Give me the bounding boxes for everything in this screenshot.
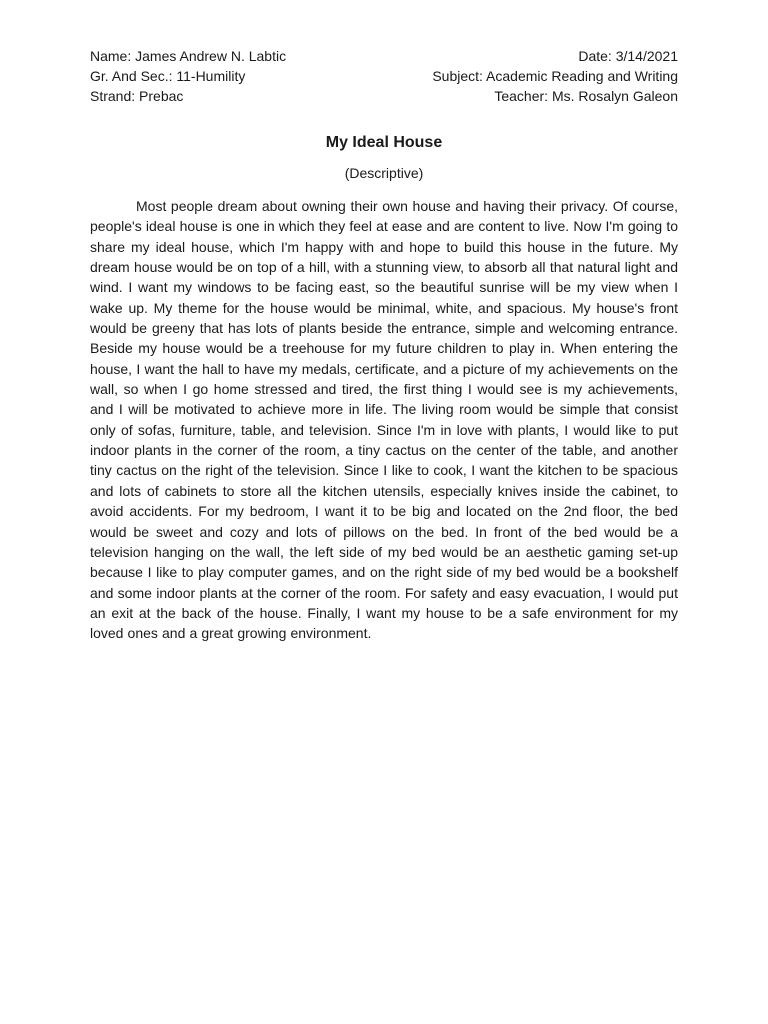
date: Date: 3/14/2021 [578, 48, 678, 64]
header-row-1 [90, 46, 678, 66]
document-title: My Ideal House [325, 134, 443, 151]
essay-paragraph: Most people dream about owning their own house and having their privacy. Of course, people's ideal house is one in which they feel at ease and are content to live. Now I'm going to share my ideal house, which I'm happy with and hope to build this house in the future. My dream house would be on top of a hill, with a stunning view, to absorb all that natural light and wind. I want my windows to be facing east, so the beautiful sunrise will be my view when I wake up. My theme for the house would be minimal, white, and spacious. My house's front would be greeny that has lots of plants beside the entrance, simple and welcoming entrance. Beside my house would be a treehouse for my future children to play in. When entering the house, I want the hall to have my medals, certificate, and a picture of my achievements on the wall, so when I go home stressed and tired, the first thing I would see is my achievements, and I will be motivated to achieve more in life. The living room would be simple that consist only of sofas, furniture, table, and television. Since I'm in love with plants, I would like to put indoor plants in the corner of the room, a tiny cactus on the center of the table, and another tiny cactus on the right of the television. Since I like to cook, I want the kitchen to be spacious and lots of cabinets to store all the kitchen utensils, especially knives inside the cabinet, to avoid accidents. For my bedroom, I want it to be big and located on the 2nd floor, the bed would be sweet and cozy and lots of pillows on the bed. In front of the bed would be a television hanging on the wall, the left side of my bed would be an aesthetic gaming set-up because I like to play computer games, and on the right side of my bed would be a bookshelf and some indoor plants at the corner of the room. For safety and easy evacuation, I would put an exit at the back of the house. Finally, I want my house to be a safe environment for my loved ones and a great growing environment. [90, 198, 678, 642]
header-row-2 [90, 66, 678, 86]
grade-section: Gr. And Sec.: 11-Humility [90, 68, 246, 84]
strand: Strand: Prebac [90, 88, 184, 104]
document-header [90, 46, 678, 106]
header-row-3 [90, 86, 678, 106]
student-name: Name: James Andrew N. Labtic [90, 48, 287, 64]
subject: Subject: Academic Reading and Writing [432, 68, 678, 84]
teacher: Teacher: Ms. Rosalyn Galeon [494, 88, 678, 104]
document-subtitle: (Descriptive) [344, 165, 424, 181]
